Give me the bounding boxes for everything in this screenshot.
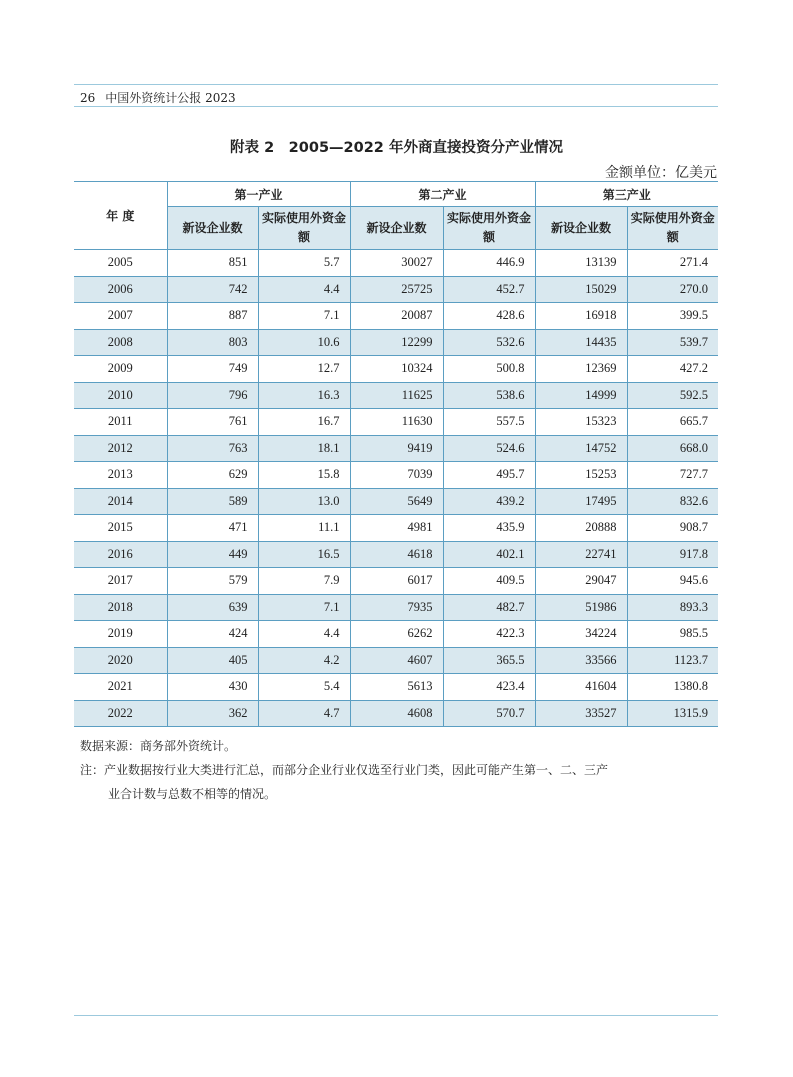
value-cell: 33566 (535, 647, 627, 674)
sub-header-new-enterprises: 新设企业数 (535, 207, 627, 250)
year-cell: 2005 (74, 250, 167, 277)
value-cell: 15323 (535, 409, 627, 436)
unit-label: 金额单位：亿美元 (605, 165, 717, 181)
value-cell: 5.4 (258, 674, 350, 701)
value-cell: 6017 (350, 568, 443, 595)
year-header: 年 度 (74, 182, 167, 250)
value-cell: 51986 (535, 594, 627, 621)
value-cell: 803 (167, 329, 258, 356)
value-cell: 592.5 (627, 382, 718, 409)
group-header-secondary: 第二产业 (350, 182, 535, 207)
value-cell: 14435 (535, 329, 627, 356)
value-cell: 14999 (535, 382, 627, 409)
value-cell: 22741 (535, 541, 627, 568)
value-cell: 639 (167, 594, 258, 621)
table-row (74, 568, 718, 595)
value-cell: 439.2 (443, 488, 535, 515)
value-cell: 29047 (535, 568, 627, 595)
table-row (74, 621, 718, 648)
group-header-primary: 第一产业 (167, 182, 350, 207)
value-cell: 14752 (535, 435, 627, 462)
table-row (74, 382, 718, 409)
value-cell: 270.0 (627, 276, 718, 303)
value-cell: 945.6 (627, 568, 718, 595)
table-title: 附表 2 2005—2022 年外商直接投资分产业情况 (230, 140, 563, 156)
value-cell: 1380.8 (627, 674, 718, 701)
value-cell: 13.0 (258, 488, 350, 515)
value-cell: 742 (167, 276, 258, 303)
value-cell: 5649 (350, 488, 443, 515)
value-cell: 7935 (350, 594, 443, 621)
value-cell: 668.0 (627, 435, 718, 462)
value-cell: 557.5 (443, 409, 535, 436)
value-cell: 452.7 (443, 276, 535, 303)
value-cell: 435.9 (443, 515, 535, 542)
year-cell: 2018 (74, 594, 167, 621)
header-top-rule (74, 84, 718, 85)
value-cell: 10.6 (258, 329, 350, 356)
value-cell: 12369 (535, 356, 627, 383)
value-cell: 5613 (350, 674, 443, 701)
year-cell: 2006 (74, 276, 167, 303)
value-cell: 4.4 (258, 276, 350, 303)
value-cell: 538.6 (443, 382, 535, 409)
table-row (74, 303, 718, 330)
sub-header-new-enterprises: 新设企业数 (167, 207, 258, 250)
value-cell: 4.2 (258, 647, 350, 674)
value-cell: 33527 (535, 700, 627, 727)
value-cell: 409.5 (443, 568, 535, 595)
value-cell: 13139 (535, 250, 627, 277)
value-cell: 17495 (535, 488, 627, 515)
year-cell: 2011 (74, 409, 167, 436)
value-cell: 749 (167, 356, 258, 383)
year-cell: 2020 (74, 647, 167, 674)
year-cell: 2022 (74, 700, 167, 727)
value-cell: 399.5 (627, 303, 718, 330)
footnote-line-1: 注：产业数据按行业大类进行汇总，而部分企业行业仅选至行业门类，因此可能产生第一、二、三产 (80, 763, 609, 777)
value-cell: 16.5 (258, 541, 350, 568)
table-row (74, 674, 718, 701)
value-cell: 887 (167, 303, 258, 330)
value-cell: 570.7 (443, 700, 535, 727)
value-cell: 15029 (535, 276, 627, 303)
value-cell: 763 (167, 435, 258, 462)
value-cell: 11.1 (258, 515, 350, 542)
value-cell: 4618 (350, 541, 443, 568)
year-cell: 2013 (74, 462, 167, 489)
value-cell: 11625 (350, 382, 443, 409)
value-cell: 446.9 (443, 250, 535, 277)
value-cell: 405 (167, 647, 258, 674)
table-row (74, 435, 718, 462)
value-cell: 20087 (350, 303, 443, 330)
table-row (74, 409, 718, 436)
notes (80, 734, 608, 806)
value-cell: 18.1 (258, 435, 350, 462)
value-cell: 471 (167, 515, 258, 542)
table-row (74, 250, 718, 277)
value-cell: 1123.7 (627, 647, 718, 674)
value-cell: 589 (167, 488, 258, 515)
value-cell: 16918 (535, 303, 627, 330)
value-cell: 4981 (350, 515, 443, 542)
value-cell: 7039 (350, 462, 443, 489)
value-cell: 5.7 (258, 250, 350, 277)
sub-header-actual-fdi: 实际使用外资金额 (627, 207, 718, 250)
value-cell: 7.1 (258, 594, 350, 621)
value-cell: 25725 (350, 276, 443, 303)
year-cell: 2009 (74, 356, 167, 383)
value-cell: 30027 (350, 250, 443, 277)
value-cell: 15.8 (258, 462, 350, 489)
value-cell: 727.7 (627, 462, 718, 489)
value-cell: 6262 (350, 621, 443, 648)
value-cell: 365.5 (443, 647, 535, 674)
value-cell: 832.6 (627, 488, 718, 515)
year-cell: 2007 (74, 303, 167, 330)
group-header-tertiary: 第三产业 (535, 182, 718, 207)
value-cell: 402.1 (443, 541, 535, 568)
table-row (74, 488, 718, 515)
value-cell: 7.9 (258, 568, 350, 595)
value-cell: 893.3 (627, 594, 718, 621)
value-cell: 539.7 (627, 329, 718, 356)
value-cell: 7.1 (258, 303, 350, 330)
value-cell: 495.7 (443, 462, 535, 489)
value-cell: 532.6 (443, 329, 535, 356)
value-cell: 430 (167, 674, 258, 701)
value-cell: 16.7 (258, 409, 350, 436)
year-cell: 2008 (74, 329, 167, 356)
year-cell: 2012 (74, 435, 167, 462)
fdi-industry-table (74, 181, 718, 727)
value-cell: 423.4 (443, 674, 535, 701)
footnote-line-2: 业合计数与总数不相等的情况。 (108, 787, 277, 801)
sub-header-actual-fdi: 实际使用外资金额 (258, 207, 350, 250)
value-cell: 4.4 (258, 621, 350, 648)
table-row (74, 700, 718, 727)
value-cell: 12.7 (258, 356, 350, 383)
data-source-note: 数据来源：商务部外资统计。 (80, 739, 237, 753)
sub-header-actual-fdi: 实际使用外资金额 (443, 207, 535, 250)
value-cell: 449 (167, 541, 258, 568)
value-cell: 985.5 (627, 621, 718, 648)
table-row (74, 515, 718, 542)
value-cell: 11630 (350, 409, 443, 436)
value-cell: 1315.9 (627, 700, 718, 727)
value-cell: 761 (167, 409, 258, 436)
table-row (74, 356, 718, 383)
year-cell: 2015 (74, 515, 167, 542)
value-cell: 9419 (350, 435, 443, 462)
value-cell: 629 (167, 462, 258, 489)
year-cell: 2014 (74, 488, 167, 515)
year-cell: 2010 (74, 382, 167, 409)
value-cell: 524.6 (443, 435, 535, 462)
table-row (74, 462, 718, 489)
value-cell: 422.3 (443, 621, 535, 648)
value-cell: 665.7 (627, 409, 718, 436)
table-row (74, 276, 718, 303)
value-cell: 796 (167, 382, 258, 409)
value-cell: 12299 (350, 329, 443, 356)
header-bottom-rule (74, 106, 718, 107)
value-cell: 851 (167, 250, 258, 277)
value-cell: 34224 (535, 621, 627, 648)
value-cell: 482.7 (443, 594, 535, 621)
table-row (74, 541, 718, 568)
year-cell: 2021 (74, 674, 167, 701)
value-cell: 4608 (350, 700, 443, 727)
value-cell: 500.8 (443, 356, 535, 383)
publication-title: 中国外资统计公报 2023 (105, 91, 236, 105)
value-cell: 428.6 (443, 303, 535, 330)
value-cell: 15253 (535, 462, 627, 489)
value-cell: 20888 (535, 515, 627, 542)
running-header (80, 89, 246, 106)
value-cell: 16.3 (258, 382, 350, 409)
value-cell: 10324 (350, 356, 443, 383)
sub-header-new-enterprises: 新设企业数 (350, 207, 443, 250)
table-row (74, 329, 718, 356)
table-row (74, 594, 718, 621)
value-cell: 271.4 (627, 250, 718, 277)
year-cell: 2017 (74, 568, 167, 595)
value-cell: 4.7 (258, 700, 350, 727)
value-cell: 427.2 (627, 356, 718, 383)
table-row (74, 647, 718, 674)
value-cell: 41604 (535, 674, 627, 701)
value-cell: 424 (167, 621, 258, 648)
table-body (74, 250, 718, 727)
value-cell: 362 (167, 700, 258, 727)
value-cell: 579 (167, 568, 258, 595)
page-number: 26 (80, 91, 96, 105)
value-cell: 4607 (350, 647, 443, 674)
year-cell: 2019 (74, 621, 167, 648)
value-cell: 908.7 (627, 515, 718, 542)
value-cell: 917.8 (627, 541, 718, 568)
year-cell: 2016 (74, 541, 167, 568)
footer-rule (74, 1015, 718, 1016)
